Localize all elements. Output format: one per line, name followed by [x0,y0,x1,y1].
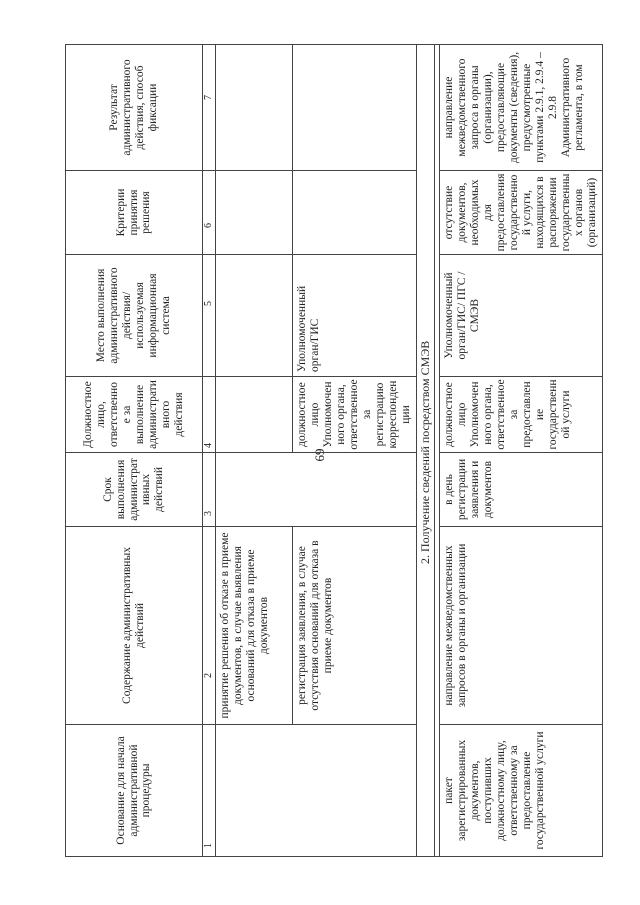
column-number: 4 [203,377,216,453]
table-cell [293,171,417,255]
table-cell: регистрация заявления, в случае отсутствия оснований для отказа в приеме документов [293,527,417,725]
header-cell: Срок выполнения административных действий [66,453,203,527]
column-number-row [203,45,216,857]
table-cell [216,725,417,857]
table-cell: направление межведомственного запроса в органы (организации), предоставляющие документы (сведения), предусмотренные пунктами 2.9.1, 2.9.4 – 2.9.8 Административного регламента, в том [440,45,603,171]
table-cell: должностное лицо Уполномоченного органа, ответственное за регистрацию корреспонденции [293,377,417,453]
column-number: 2 [203,527,216,725]
table-cell: в день регистрации заявления и документов [440,453,603,527]
rotated-table-container [65,45,599,857]
table-cell [216,45,293,171]
header-row [66,45,203,857]
header-cell: Критерии принятия решения [66,171,203,255]
table-cell: Уполномоченный орган/ГИС/ ПГС / СМЭВ [440,255,603,377]
column-number: 6 [203,171,216,255]
header-cell: Результат административного действия, способ фиксации [66,45,203,171]
column-number: 7 [203,45,216,171]
table-cell [216,453,417,527]
section-title: 2. Получение сведений посредством СМЭВ [416,45,435,857]
table-cell: Уполномоченный орган/ГИС [293,255,417,377]
section-row [416,45,435,857]
table-cell: направление межведомственных запросов в органы и организации [440,527,603,725]
table-cell: пакет зарегистрированных документов, поступивших должностному лицу, ответственному за предоставление государственной услуги [440,725,603,857]
table-cell [216,255,293,377]
column-number: 1 [203,725,216,857]
header-cell: Содержание административных действий [66,527,203,725]
table-cell: принятие решения об отказе в приеме документов, в случае выявления оснований для отказа в приеме документов [216,527,293,725]
table-cell: должностное лицо Уполномоченного органа, ответственное за предоставление государственной услуги [440,377,603,453]
table-cell [216,171,293,255]
table-cell: отсутствие документов, необходимых для предоставления государственной услуги, находящихся в распоряжении государственных органов (организаций) [440,171,603,255]
table-row [440,45,603,857]
page-number: 69 [312,448,327,462]
procedure-table [65,44,603,857]
column-number: 3 [203,453,216,527]
header-cell: Место выполнения административного действия/ используемая информационная система [66,255,203,377]
table-cell [293,45,417,171]
header-cell: Должностное лицо, ответственное за выполнение административного действия [66,377,203,453]
column-number: 5 [203,255,216,377]
table-row [216,45,293,857]
header-cell: Основание для начала административной процедуры [66,725,203,857]
table-cell [216,377,293,453]
